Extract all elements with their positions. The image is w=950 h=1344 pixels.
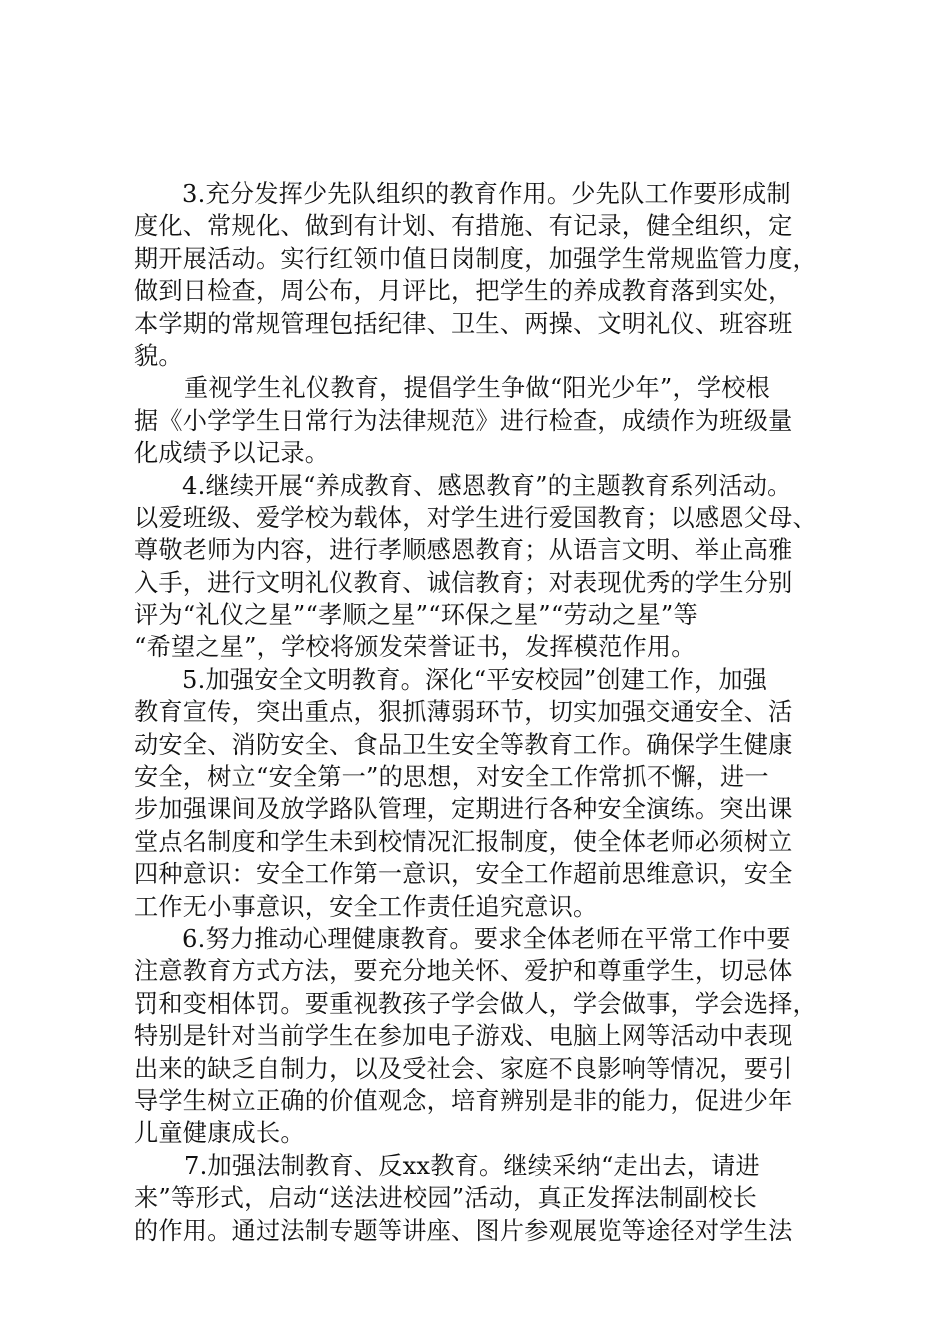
text-line: 尊敬老师为内容，进行孝顺感恩教育；从语言文明、举止高雅 [134, 536, 793, 565]
text-line: 来”等形式，启动“送法进校园”活动，真正发挥法制副校长 [134, 1184, 757, 1213]
text-line: 的作用。通过法制专题等讲座、图片参观展览等途径对学生法 [134, 1216, 793, 1245]
text-line: 度化、常规化、做到有计划、有措施、有记录，健全组织，定 [134, 212, 793, 241]
text-line: 动安全、消防安全、食品卫生安全等教育工作。确保学生健康 [134, 730, 793, 759]
text-line: 安全，树立“安全第一”的思想，对安全工作常抓不懈，进一 [134, 763, 769, 792]
text-line: 教育宣传，突出重点，狠抓薄弱环节，切实加强交通安全、活 [134, 698, 793, 727]
text-line: 儿童健康成长。 [134, 1119, 305, 1148]
paragraph-2 [134, 372, 834, 469]
text-line: 堂点名制度和学生未到校情况汇报制度，使全体老师必须树立 [134, 827, 793, 856]
text-line: 出来的缺乏自制力，以及受社会、家庭不良影响等情况，要引 [134, 1054, 793, 1083]
text-line: 4.继续开展“养成教育、感恩教育”的主题教育系列活动。 [182, 471, 792, 500]
text-line: 做到日检查，周公布，月评比，把学生的养成教育落到实处， [134, 277, 793, 306]
text-line: 重视学生礼仪教育，提倡学生争做“阳光少年”，学校根 [184, 374, 771, 403]
paragraph-6 [134, 1150, 834, 1247]
text-line: 导学生树立正确的价值观念，培育辨别是非的能力，促进少年 [134, 1086, 793, 1115]
text-line: 以爱班级、爱学校为载体，对学生进行爱国教育；以感恩父母、 [134, 503, 817, 532]
text-line: 步加强课间及放学路队管理，定期进行各种安全演练。突出课 [134, 795, 793, 824]
text-line: 5.加强安全文明教育。深化“平安校园”创建工作，加强 [182, 665, 768, 694]
text-line: 本学期的常规管理包括纪律、卫生、两操、文明礼仪、班容班 [134, 309, 793, 338]
text-line: 注意教育方式方法，要充分地关怀、爱护和尊重学生，切忌体 [134, 957, 793, 986]
text-line: 四种意识：安全工作第一意识，安全工作超前思维意识，安全 [134, 860, 793, 889]
paragraph-5 [134, 923, 834, 1150]
text-line: 入手，进行文明礼仪教育、诚信教育；对表现优秀的学生分别 [134, 568, 793, 597]
text-line: 据《小学学生日常行为法律规范》进行检查，成绩作为班级量 [134, 406, 793, 435]
text-line: 6.努力推动心理健康教育。要求全体老师在平常工作中要 [182, 924, 791, 953]
text-line: 貌。 [134, 341, 183, 370]
text-line: 7.加强法制教育、反xx教育。继续采纳“走出去，请进 [184, 1151, 760, 1180]
text-line: 3.充分发挥少先队组织的教育作用。少先队工作要形成制 [182, 180, 791, 208]
text-line: “希望之星”，学校将颁发荣誉证书，发挥模范作用。 [134, 633, 696, 662]
text-line: 特别是针对当前学生在参加电子游戏、电脑上网等活动中表现 [134, 1022, 793, 1051]
text-line: 工作无小事意识，安全工作责任追究意识。 [134, 892, 598, 921]
text-line: 期开展活动。实行红领巾值日岗制度，加强学生常规监管力度， [134, 244, 817, 273]
text-line: 评为“礼仪之星”“孝顺之星”“环保之星”“劳动之星”等 [134, 601, 698, 630]
paragraph-4 [134, 664, 834, 923]
paragraph-1 [134, 178, 834, 372]
text-line: 化成绩予以记录。 [134, 439, 330, 468]
document-body [134, 178, 834, 1247]
text-line: 罚和变相体罚。要重视教孩子学会做人，学会做事，学会选择， [134, 989, 817, 1018]
paragraph-3 [134, 470, 834, 664]
